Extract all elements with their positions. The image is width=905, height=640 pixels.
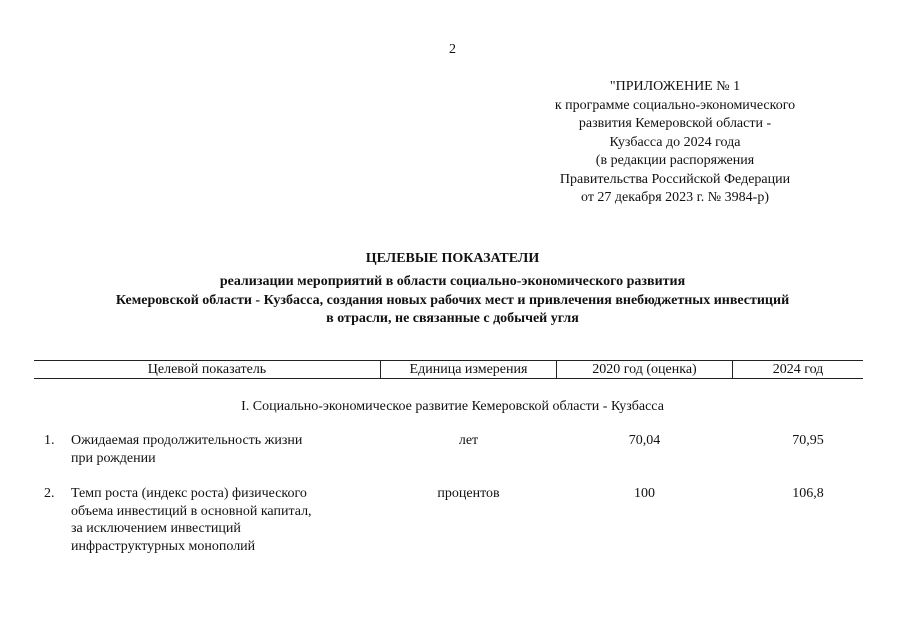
indicator-name-line: при рождении [71, 450, 156, 466]
header-unit: Единица измерения [381, 361, 557, 378]
row-number: 1. [44, 433, 55, 448]
table-row [34, 485, 863, 557]
indicator-name-line: объема инвестиций в основной капитал, [71, 503, 312, 519]
value-2020-cell: 70,04 [628, 433, 661, 448]
value-2020-cell: 100 [634, 486, 655, 501]
row-number: 2. [44, 486, 55, 501]
appendix-line: Кузбасса до 2024 года [609, 134, 741, 150]
indicator-name-line: Темп роста (индекс роста) физического [71, 486, 307, 501]
appendix-line: от 27 декабря 2023 г. № 3984-р) [581, 190, 769, 205]
appendix-block [520, 78, 830, 208]
header-2020: 2020 год (оценка) [557, 361, 733, 378]
indicator-name-line: Ожидаемая продолжительность жизни [71, 433, 303, 448]
unit-cell: процентов [437, 486, 500, 501]
table-header [34, 360, 863, 379]
document-subtitle [0, 273, 905, 329]
appendix-line: развития Кемеровской области - [578, 116, 772, 131]
value-2024-cell: 70,95 [792, 433, 824, 448]
page-number: 2 [449, 42, 456, 57]
appendix-line: Правительства Российской Федерации [559, 171, 791, 187]
subtitle-line: в отрасли, не связанные с добычей угля [326, 311, 579, 326]
indicator-name [71, 432, 371, 467]
section-title: I. Социально-экономическое развитие Кемеровской области - Кузбасса [241, 399, 664, 414]
unit-cell: лет [458, 433, 479, 448]
indicator-name-line: инфраструктурных монополий [71, 538, 256, 554]
subtitle-line: Кемеровской области - Кузбасса, создания новых рабочих мест и привлечения внебюджетных инвестиций [115, 292, 790, 308]
value-2024-cell: 106,8 [792, 486, 824, 501]
table-row [34, 432, 863, 472]
indicator-name-line: за исключением инвестиций [71, 521, 241, 536]
document-title: ЦЕЛЕВЫЕ ПОКАЗАТЕЛИ [365, 251, 540, 266]
header-indicator: Целевой показатель [34, 361, 381, 378]
appendix-line: (в редакции распоряжения [595, 153, 755, 168]
header-2024: 2024 год [772, 362, 824, 377]
appendix-line: к программе социально-экономического [554, 97, 796, 113]
subtitle-line: реализации мероприятий в области социально-экономического развития [219, 274, 686, 289]
indicator-name [71, 485, 371, 555]
appendix-line: "ПРИЛОЖЕНИЕ № 1 [609, 79, 741, 94]
